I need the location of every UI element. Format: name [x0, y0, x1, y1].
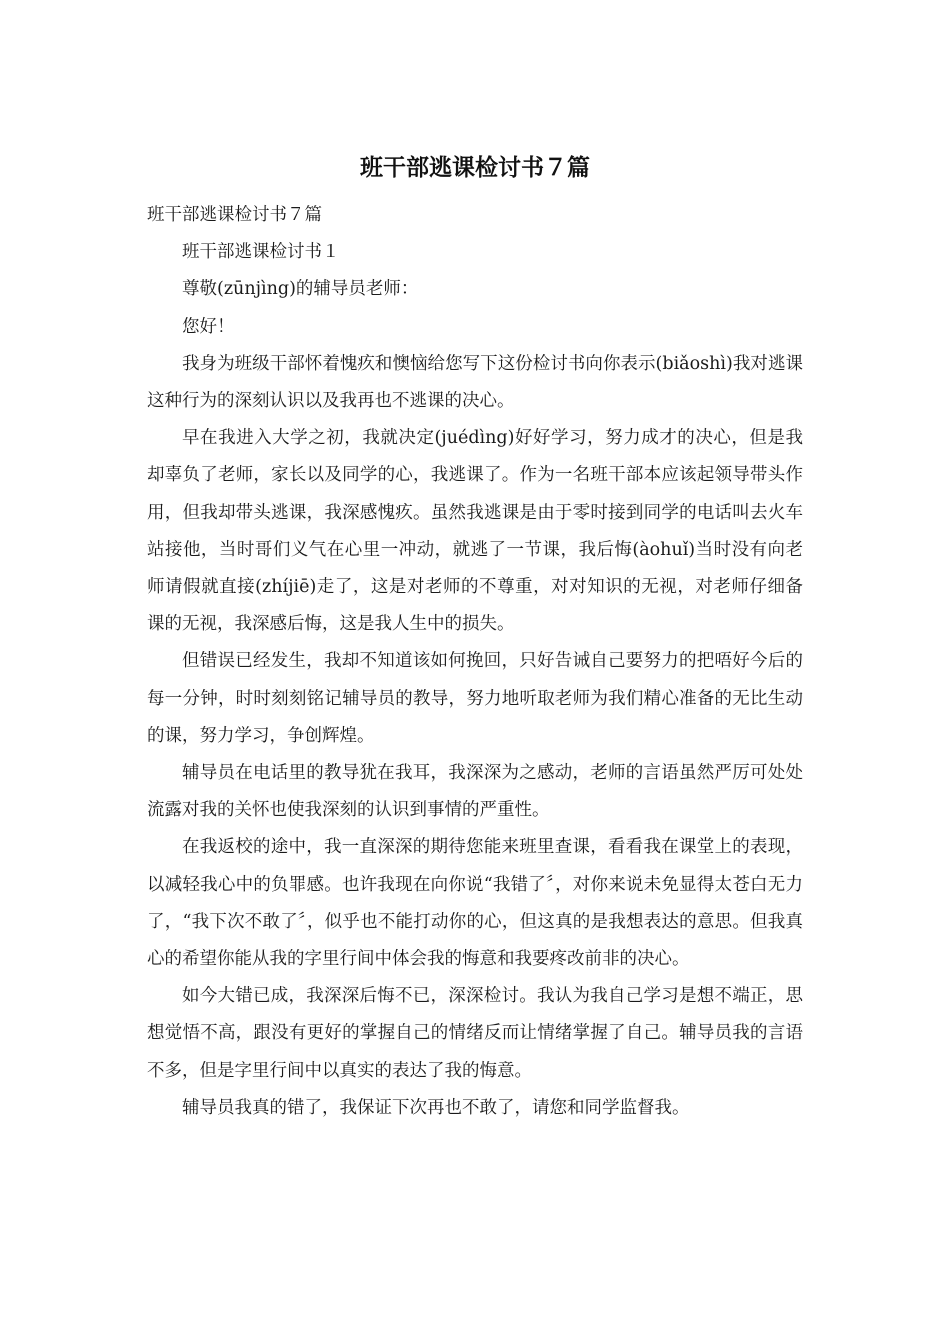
document-title: 班干部逃课检讨书７篇: [360, 155, 590, 181]
body-paragraph: 如今大错已成，我深深后悔不已，深深检讨。我认为我自己学习是想不端正，思想觉悟不高，跟没有更好的掌握自己的情绪反而让情绪掌握了自己。辅导员我的言语不多，但是字里行间中以真实的表达了我的悔意。: [147, 986, 803, 1081]
body-paragraph: 在我返校的途中，我一直深深的期待您能来班里查课，看看我在课堂上的表现，以减轻我心中的负罪感。也许我现在向你说“我错了〞，对你来说未免显得太苍白无力了，“我下次不敢了〞，似乎也不能打动你的心，但这真的是我想表达的意思。但我真心的希望你能从我的字里行间中体会我的悔意和我要疼改前非的决心。: [147, 837, 803, 970]
body-paragraph: 辅导员在电话里的教导犹在我耳，我深深为之感动，老师的言语虽然严厉可处处流露对我的关怀也使我深刻的认识到事情的严重性。: [147, 763, 803, 821]
body-paragraph: 我身为班级干部怀着愧疚和懊恼给您写下这份检讨书向你表示(biǎoshì)我对逃课这种行为的深刻认识以及我再也不逃课的决心。: [147, 353, 803, 412]
body-paragraph: 辅导员我真的错了，我保证下次再也不敢了，请您和同学监督我。: [182, 1097, 690, 1118]
body-paragraph: 早在我进入大学之初，我就决定(juédìng)好好学习，努力成才的决心，但是我却辜负了老师，家长以及同学的心，我逃课了。作为一名班干部本应该起领导带头作用，但我却带头逃课，我深感愧疚。虽然我逃课是由于零时接到同学的电话叫去火车站接他，当时哥们义气在心里一冲动，就逃了一节课，我后悔(àohuǐ)当时没有向老师请假就直接(zhíjiē)走了，这是对老师的不尊重，对对知识的无视，对老师仔细备课的无视，我深感后悔，这是我人生中的损失。: [147, 428, 803, 635]
subtitle-line: 班干部逃课检讨书７篇: [147, 205, 322, 225]
greeting: 您好！: [182, 316, 235, 337]
section-heading: 班干部逃课检讨书１: [182, 242, 340, 263]
body-paragraph: 但错误已经发生，我却不知道该如何挽回，只好告诫自己要努力的把唔好今后的每一分钟，时时刻刻铭记辅导员的教导，努力地听取老师为我们精心准备的无比生动的课，努力学习，争创辉煌。: [147, 651, 803, 746]
salutation: 尊敬(zūnjìng)的辅导员老师：: [182, 279, 419, 300]
document-body: [147, 197, 803, 1127]
